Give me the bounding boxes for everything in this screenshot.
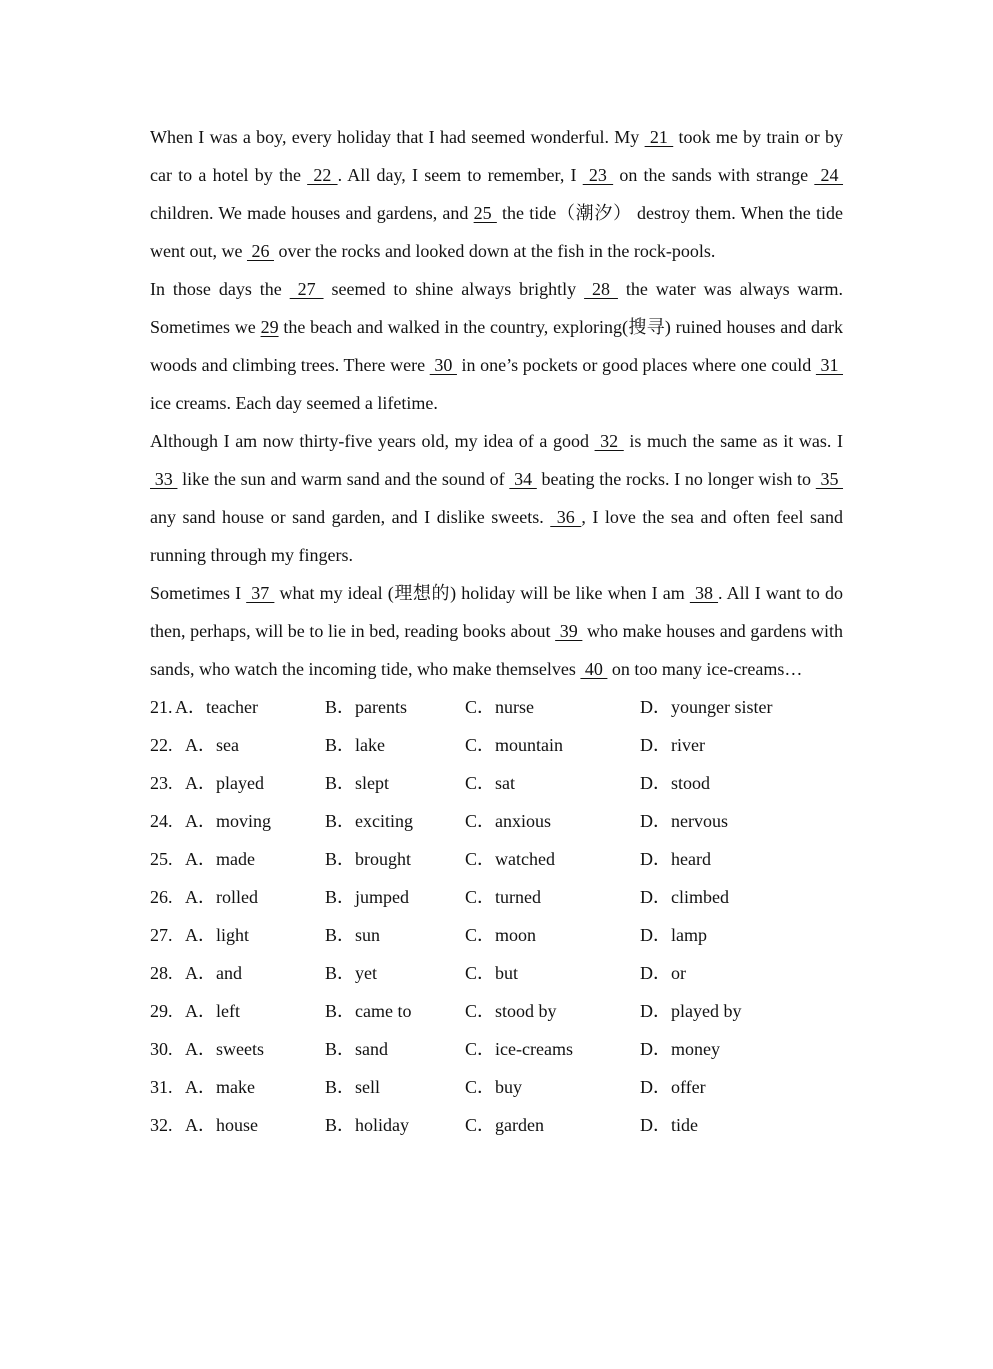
blank-34: 34 bbox=[509, 469, 537, 489]
option-row-32 bbox=[150, 1106, 843, 1144]
passage-text: In those days the bbox=[150, 279, 290, 299]
option-a: A．played bbox=[185, 773, 264, 793]
passage-text: ice creams. Each day seemed a lifetime. bbox=[150, 393, 438, 413]
option-row-25 bbox=[150, 840, 843, 878]
option-c: C．sat bbox=[465, 773, 516, 793]
option-d: D．heard bbox=[640, 849, 711, 869]
option-b: B．lake bbox=[325, 735, 385, 755]
blank-22: 22 bbox=[307, 165, 338, 185]
blank-35: 35 bbox=[815, 469, 844, 489]
option-d: D．lamp bbox=[640, 925, 707, 945]
document-page bbox=[150, 118, 843, 1144]
option-b: B．parents bbox=[325, 697, 407, 717]
option-row-29 bbox=[150, 992, 843, 1030]
passage-text: children. We made houses and gardens, and bbox=[150, 203, 474, 223]
blank-30: 30 bbox=[429, 355, 457, 375]
option-d: D．or bbox=[640, 963, 686, 983]
blank-38: 38 bbox=[689, 583, 719, 603]
option-a: A．house bbox=[185, 1115, 258, 1135]
option-c: C．buy bbox=[465, 1077, 523, 1097]
option-c: C．moon bbox=[465, 925, 537, 945]
question-number: 32. bbox=[150, 1115, 173, 1135]
option-a: A．moving bbox=[185, 811, 272, 831]
option-c: C．watched bbox=[465, 849, 555, 869]
option-d: D．river bbox=[640, 735, 705, 755]
passage-text: When I was a boy, every holiday that I had seemed wonderful. My bbox=[150, 127, 645, 147]
blank-27: 27 bbox=[289, 279, 324, 299]
option-b: B．jumped bbox=[325, 887, 409, 907]
option-a: A．teacher bbox=[175, 697, 258, 717]
option-b: B．brought bbox=[325, 849, 412, 869]
option-a: A．sweets bbox=[185, 1039, 264, 1059]
question-number: 21. bbox=[150, 697, 173, 717]
blank-23: 23 bbox=[582, 165, 614, 185]
blank-26: 26 bbox=[246, 241, 274, 261]
blank-21: 21 bbox=[644, 127, 674, 147]
blank-32: 32 bbox=[594, 431, 624, 451]
passage-text: who make houses and gardens with sands, who watch the incoming tide, who make themselves bbox=[150, 621, 843, 679]
passage-text: in one’s pockets or good places where one could bbox=[456, 355, 816, 375]
blank-37: 37 bbox=[246, 583, 275, 603]
option-d: D．younger sister bbox=[640, 697, 773, 717]
question-number: 28. bbox=[150, 963, 173, 983]
question-number: 25. bbox=[150, 849, 173, 869]
option-c: C．garden bbox=[465, 1115, 544, 1135]
passage-paragraph-2 bbox=[150, 270, 843, 422]
option-b: B．sell bbox=[325, 1077, 381, 1097]
passage-text: the water was always warm. Sometimes we bbox=[150, 279, 843, 337]
passage-text: like the sun and warm sand and the sound of bbox=[177, 469, 510, 489]
passage-text: the tide（潮汐） destroy them. When the tide went out, we bbox=[150, 203, 843, 261]
passage-text: Although I am now thirty-five years old, my idea of a good bbox=[150, 431, 595, 451]
blank-25: 25 bbox=[473, 203, 497, 223]
option-c: C．ice-creams bbox=[465, 1039, 573, 1059]
option-row-24 bbox=[150, 802, 843, 840]
option-b: B．yet bbox=[325, 963, 377, 983]
option-row-28 bbox=[150, 954, 843, 992]
option-b: B．exciting bbox=[325, 811, 413, 831]
option-c: C．stood by bbox=[465, 1001, 557, 1021]
question-number: 22. bbox=[150, 735, 173, 755]
passage-text: Sometimes I bbox=[150, 583, 247, 603]
option-a: A．rolled bbox=[185, 887, 258, 907]
passage-text: the beach and walked in the country, exploring(搜寻) ruined houses and dark woods and climbing trees. There were bbox=[150, 317, 843, 375]
blank-28: 28 bbox=[584, 279, 618, 299]
options-list bbox=[150, 688, 843, 1144]
option-a: A．make bbox=[185, 1077, 255, 1097]
blank-29: 29 bbox=[260, 317, 279, 337]
option-row-31 bbox=[150, 1068, 843, 1106]
passage-text: over the rocks and looked down at the fish in the rock-pools. bbox=[273, 241, 716, 261]
passage-text: took me by train or by car to a hotel by the bbox=[150, 127, 843, 185]
passage-paragraph-3 bbox=[150, 422, 843, 574]
option-row-23 bbox=[150, 764, 843, 802]
blank-36: 36 bbox=[550, 507, 582, 527]
option-a: A．left bbox=[185, 1001, 240, 1021]
passage-text: any sand house or sand garden, and I dislike sweets. bbox=[150, 507, 551, 527]
blank-39: 39 bbox=[555, 621, 583, 641]
passage-text: what my ideal (理想的) holiday will be like when I am bbox=[274, 583, 690, 603]
option-row-26 bbox=[150, 878, 843, 916]
option-a: A．and bbox=[185, 963, 242, 983]
option-c: C．anxious bbox=[465, 811, 552, 831]
passage-text: . All day, I seem to remember, I bbox=[337, 165, 583, 185]
option-c: C．turned bbox=[465, 887, 541, 907]
option-a: A．made bbox=[185, 849, 255, 869]
passage-text: on too many ice-creams… bbox=[607, 659, 803, 679]
option-b: B．slept bbox=[325, 773, 390, 793]
option-c: C．nurse bbox=[465, 697, 534, 717]
question-number: 30. bbox=[150, 1039, 173, 1059]
question-number: 26. bbox=[150, 887, 173, 907]
option-row-30 bbox=[150, 1030, 843, 1068]
passage-paragraph-4 bbox=[150, 574, 843, 688]
blank-40: 40 bbox=[580, 659, 608, 679]
option-row-21 bbox=[150, 688, 843, 726]
option-d: D．stood bbox=[640, 773, 711, 793]
option-c: C．mountain bbox=[465, 735, 563, 755]
option-b: B．came to bbox=[325, 1001, 412, 1021]
option-b: B．sun bbox=[325, 925, 381, 945]
question-number: 31. bbox=[150, 1077, 173, 1097]
option-row-22 bbox=[150, 726, 843, 764]
option-a: A．light bbox=[185, 925, 250, 945]
passage-text: beating the rocks. I no longer wish to bbox=[536, 469, 816, 489]
blank-31: 31 bbox=[815, 355, 843, 375]
passage-text: seemed to shine always brightly bbox=[323, 279, 585, 299]
option-d: D．money bbox=[640, 1039, 720, 1059]
option-d: D．offer bbox=[640, 1077, 706, 1097]
blank-33: 33 bbox=[150, 469, 178, 489]
option-b: B．holiday bbox=[325, 1115, 409, 1135]
option-d: D．tide bbox=[640, 1115, 698, 1135]
passage-text: , I love the sea and often feel sand running through my fingers. bbox=[150, 507, 843, 565]
question-number: 23. bbox=[150, 773, 173, 793]
passage-text: on the sands with strange bbox=[613, 165, 815, 185]
question-number: 27. bbox=[150, 925, 173, 945]
option-b: B．sand bbox=[325, 1039, 388, 1059]
question-number: 24. bbox=[150, 811, 173, 831]
option-c: C．but bbox=[465, 963, 519, 983]
option-d: D．nervous bbox=[640, 811, 728, 831]
passage-text: is much the same as it was. I bbox=[623, 431, 843, 451]
option-d: D．played by bbox=[640, 1001, 742, 1021]
question-number: 29. bbox=[150, 1001, 173, 1021]
option-row-27 bbox=[150, 916, 843, 954]
passage-text: . All I want to do then, perhaps, will be to lie in bed, reading books about bbox=[150, 583, 844, 641]
option-d: D．climbed bbox=[640, 887, 729, 907]
passage-paragraph-1 bbox=[150, 118, 843, 270]
blank-24: 24 bbox=[814, 165, 844, 185]
option-a: A．sea bbox=[185, 735, 239, 755]
